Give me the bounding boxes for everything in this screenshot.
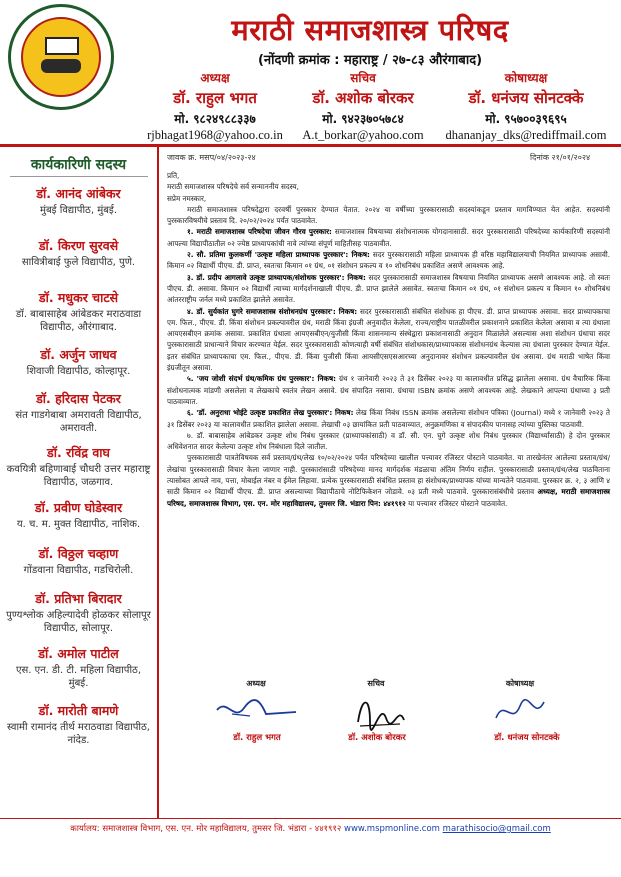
organization-title: मराठी समाजशास्त्र परिषद — [231, 13, 509, 47]
officer-phone: मो. ९८२४९८८३३७ — [174, 112, 256, 126]
salutation-line: मराठी समाजशास्त्र परिषदेचे सर्व सन्माननीय सदस्य, — [167, 182, 299, 192]
intro-paragraph: मराठी समाजशास्त्र परिषदेद्वारा दरवर्षी पुरस्कार देण्यात येतात. २०२४ या वर्षीच्या पुरस्कारासाठी सदस्यांकडून प्रस्ताव मागविण्यात येत आहेत. सदस्यांनी पुरस्कारविषयीचे प्रस्ताव दि. २०/०२/२०२४ पर्यंत पाठवावेत. — [167, 204, 610, 226]
salutation-line: प्रति, — [167, 171, 180, 180]
member-name: डॉ. मारोती बामणे — [38, 703, 119, 718]
officer-role: कोषाध्यक्ष — [504, 71, 548, 85]
officer-email[interactable]: dhananjay_dks@rediffmail.com — [445, 128, 607, 142]
member-item — [0, 702, 157, 747]
signature-name: डॉ. राहुल भगत — [233, 733, 281, 743]
book-icon — [45, 37, 79, 55]
closing-text: पुरस्कारासाठी पात्रतेविषयक सर्व प्रस्ताव/ग्रंथ/लेख १०/०२/२०२४ पर्यंत परिषदेच्या खालील पत्त्यावर रजिस्टर पोस्टाने पाठवावेत. या तारखेनंतर आलेल्या प्रस्ताव/ग्रंथ/लेखांचा पुरस्कारासाठी विचार केला जाणार नाही. पुरस्कारांसाठी परिषदेच्या मानद मार्गदर्शक मंडळाचा अंतिम निर्णय राहील. पुरस्कारासाठी प्रस्ताव/ग्रंथ/लेख पाठविताना त्यासोबत आपले नाव, पत्ता, मोबाईल नंबर व ईमेल लिहावा. प्रत्येक पुरस्कारासाठी संबंधित प्रस्ताव हा संशोधक/प्राध्यापक यांच्या मान्यतेने पाठवावा. पुरस्कार क्र. २, ३ आणि ४ साठी किमान ०२ विद्यार्थी पीएच. डी. प्राप्त असल्याच्या विद्यापीठाचे नोटिफिकेशन जोडावे. ०३ प्रती मध्ये पाठवावे. पुरस्कारासंबंधीचे प्रस्ताव — [167, 453, 610, 497]
officer-phone: मो. ९४२३७०५७८४ — [322, 112, 404, 126]
signature-name: डॉ. धनंजय सोनटक्के — [494, 733, 560, 743]
award-text: लेख किंवा निबंध ISSN क्रमांक असलेल्या संशोधन पत्रिका (Journal) मध्ये १ जानेवारी २०२३ ते ३१ डिसेंबर २०२३ या कालावधीत प्रकाशित झालेला असावा. लेखाची ०३ छायांकित प्रती पाठवाव्यात, अनुक्रमणिका व संपादकीय पानासह त्यांच्या पुस्तिका पाठवावी. — [167, 408, 610, 429]
officer-name: डॉ. धनंजय सोनटक्के — [468, 89, 584, 107]
officer-secretary — [278, 69, 448, 143]
officer-role: सचिव — [350, 71, 376, 85]
member-affiliation: मुंबई विद्यापीठ, मुंबई. — [39, 205, 118, 216]
award-text: सदर पुरस्कारासाठी समाजशास्त्र विषयाचा नियमित प्राध्यापक असणे आवश्यक आहे. तो स्वतः पीएच. डी. असावा. किमान ०२ विद्यार्थी त्याच्या मार्गदर्शनाखाली पीएच. डी. प्राप्त झालेले असावेत. स्वतःचा किमान ०१ ग्रंथ, ०१ संशोधन प्रकल्प व किमान १० शोधनिबंध आंतरराष्ट्रीय जर्नल मध्ये प्रकाशित झालेले असावेत. — [167, 272, 610, 305]
award-title: ६. 'डॉ. अनुराधा भोईटे उत्कृष्ट प्रकाशित लेख पुरस्कार': निकष: — [187, 408, 354, 418]
award-paragraph — [167, 272, 610, 306]
member-item — [0, 645, 157, 690]
member-item — [0, 590, 157, 635]
award-text: सदर पुरस्कारासाठी महिला प्राध्यापक ही वरिष्ठ महाविद्यालयाची नियमित प्राध्यापक असावी. किमान ०२ विद्यार्थी पीएच. डी. प्राप्त, स्वतःचा किमान ०१ ग्रंथ, ०१ संशोधन प्रकल्प व १० शोधनिबंध प्रकाशित असणे आवश्यक आहे. — [167, 250, 610, 271]
member-item — [0, 289, 157, 334]
member-affiliation: एस. एन. डी. टी. महिला विद्यापीठ, मुंबई. — [15, 665, 142, 689]
footer-email[interactable]: marathisocio@gmail.com — [442, 824, 551, 834]
award-paragraph — [167, 249, 610, 272]
award-title: २. सौ. प्रतिमा कुलकर्णी 'उत्कृष्ट महिला प्राध्यापक पुरस्कार': निकष: — [187, 250, 370, 260]
member-affiliation: शिवाजी विद्यापीठ, कोल्हापूर. — [26, 366, 131, 377]
signature-name: डॉ. अशोक बोरकर — [348, 733, 406, 743]
award-title: ४. डॉ. सुर्यकांत घुगरे समाजशास्त्र संशोधनग्रंथ पुरस्कार': निकष: — [187, 306, 358, 316]
officer-treasurer — [436, 69, 616, 143]
signature-secretary — [350, 692, 410, 732]
award-paragraph — [167, 306, 610, 374]
member-name: डॉ. अमोल पाटील — [38, 646, 119, 661]
footer-office: कार्यालय: समाजशास्त्र विभाग, एस. एन. मोर महाविद्यालय, तुमसर जि. भंडारा - ४४१९१२ — [70, 824, 342, 834]
sidebar-heading: कार्यकारिणी सदस्य — [30, 157, 127, 173]
officer-name: डॉ. राहुल भगत — [173, 89, 257, 107]
member-name: डॉ. प्रतिभा बिरादार — [35, 591, 122, 606]
officer-name: डॉ. अशोक बोरकर — [312, 89, 414, 107]
footer-website[interactable]: www.mspmonline.com — [344, 824, 440, 834]
salutation-line: सप्रेम नमस्कार, — [167, 193, 207, 203]
member-affiliation: डॉ. बाबासाहेब आंबेडकर मराठवाडा विद्यापीठ, औरंगाबाद. — [15, 309, 142, 333]
letter-body — [167, 170, 610, 509]
member-item — [0, 545, 157, 577]
reference-number: जावक क्र. मसप/०४/२०२३-२४ — [167, 153, 256, 162]
member-name: डॉ. अर्जुन जाधव — [40, 347, 117, 362]
member-name: डॉ. रविंद्र वाघ — [47, 445, 110, 460]
officer-phone: मो. ९५७००३९६९५ — [485, 112, 567, 126]
footer-divider — [0, 818, 621, 819]
member-affiliation: संत गाडगेबाबा अमरावती विद्यापीठ, अमरावती. — [15, 410, 142, 434]
member-affiliation: स्वामी रामानंद तीर्थ मराठवाडा विद्यापीठ, नांदेड. — [7, 722, 150, 746]
member-item — [0, 499, 157, 531]
award-paragraph — [167, 226, 610, 249]
member-item — [0, 390, 157, 435]
signature-role: कोषाध्यक्ष — [505, 679, 535, 688]
officer-email[interactable]: rjbhagat1968@yahoo.co.in — [147, 128, 283, 142]
logo-emblem — [21, 17, 101, 97]
member-name: डॉ. आनंद आंबेकर — [36, 186, 121, 201]
officer-president — [130, 69, 300, 143]
member-item — [0, 185, 157, 217]
member-affiliation: कवयित्री बहिणाबाई चौधरी उत्तर महाराष्ट्र विद्यापीठ, जळगाव. — [6, 464, 151, 488]
footer — [0, 823, 621, 834]
member-affiliation: य. च. म. मुक्त विद्यापीठ, नाशिक. — [16, 519, 141, 530]
member-name: डॉ. किरण सुरवसे — [38, 238, 119, 253]
letter-date: दिनांक २१/०१/२०२४ — [530, 153, 591, 162]
award-paragraph: ७. डॉ. बाबासाहेब आंबेडकर उत्कृष्ट शोध निबंध पुरस्कार (प्राध्यापकांसाठी) व डॉ. सी. एन. घुगे उत्कृष्ट शोध निबंध पुरस्कार (विद्यार्थ्यांसाठी) हे दोन पुरस्कार अधिवेशनात सादर केलेल्या उत्कृष्ट शोध निबंधाला दिले जातील. — [167, 430, 610, 452]
member-affiliation: सावित्रीबाई फुले विद्यापीठ, पुणे. — [21, 257, 136, 268]
award-text: सदर पुरस्कारासाठी संबंधित संशोधक हा पीएच. डी. प्राप्त प्राध्यापक असावा. सदर प्राध्यापकाचा एम. फिल., पीएच. डी. किंवा संशोधन प्रकल्पावरील ग्रंथ, मराठी किंवा इंग्रजी अनुवादीत केलेला, राज्य/राष्ट्रीय पातळीवरील प्रकाशनाने प्रकाशित केलेला असावा व त्या ग्रंथाला आयएसबीएन क्रमांक असावा. प्रकाशित ग्रंथाला आयएसबीएन/युजीसी किंवा शासनमान्य संस्थेद्वारा प्रकाशनासाठी अनुदान मिळालेले असल्यास अशा संशोधन ग्रंथाचा सदर पुरस्कारासाठी प्राधान्याने विचार करण्यात येईल. सदर पुरस्कारासाठी कोणत्याही वर्षी संबंधित संशोधकास/प्राध्यापकास संशोधनग्रंथ केल्यास त्या ग्रंथाला पुरस्कार देण्यात येईल. इतर संबंधित प्राध्यापकाचा एम. फिल., पीएच. डी. किंवा युजीसी किंवा आयसीएसएसआरच्या अनुदानावर संशोधन प्रकल्पावरील ग्रंथ असावा. ग्रंथ मराठी भाषेत किंवा इंग्रजीतून असावा. — [167, 306, 610, 373]
signature-treasurer — [490, 692, 550, 732]
member-affiliation: पुण्यश्लोक अहिल्यादेवी होळकर सोलापूर विद्यापीठ, सोलापूर. — [6, 610, 151, 634]
handshake-icon — [41, 59, 81, 73]
officer-email[interactable]: A.t_borkar@yahoo.com — [302, 128, 424, 142]
signature-role: अध्यक्ष — [246, 679, 266, 688]
award-paragraph — [167, 407, 610, 430]
member-item — [0, 346, 157, 378]
signature-president — [212, 692, 302, 728]
award-text: समाजशास्त्र विषयाच्या संशोधनात्मक योगदानासाठी. सदर पुरस्कारासाठी परिषदेच्या कार्यकारिणी सदस्यांनी आपल्या विद्यापीठातील ०२ ज्येष्ठ प्राध्यापकांची नावे त्यांच्या संपूर्ण माहितीसह पाठवावीत. — [167, 227, 610, 248]
member-item — [0, 237, 157, 269]
award-paragraph — [167, 373, 610, 407]
member-name: डॉ. हरिदास पेटकर — [36, 391, 121, 406]
society-logo — [8, 4, 114, 110]
award-title: ३. डॉ. प्रदीप आगलावे उत्कृष्ट प्राध्यापक/संशोधक पुरस्कार': निकष: — [187, 272, 366, 282]
member-item — [0, 444, 157, 489]
member-name: डॉ. प्रवीण घोडेस्वार — [34, 500, 123, 515]
award-title: ५. 'जय जोशी संदर्भ ग्रंथ/कमिक ग्रंथ पुरस्कार': निकष: — [187, 374, 336, 384]
award-text: ग्रंथ १ जानेवारी २०२३ ते ३१ डिसेंबर २०२३ या कालावधीत प्रसिद्ध झालेला असावा. ग्रंथ वैचारिक किंवा संशोधनात्मक मांडणी असलेला व लेखकाचे स्वतंत्र लेखन असावे. ग्रंथ संपादित नसावा. ग्रंथाचा ISBN क्रमांक असणे आवश्यक आहे. लेखकाने आपल्या ग्रंथाच्या ३ प्रती पाठवाव्यात. — [167, 374, 610, 406]
postal-address: अध्यक्ष, मराठी समाजशास्त्र परिषद, समाजशास्त्र विभाग, एस. एन. मोर महाविद्यालय, तुमसर जि. भंडारा पिन: ४४१९१२ — [167, 487, 610, 508]
signature-role: सचिव — [367, 679, 385, 688]
member-affiliation: गोंडवाना विद्यापीठ, गडचिरोली. — [23, 565, 134, 576]
registration-number: (नोंदणी क्रमांक : महाराष्ट्र / २७-८३ औरंगाबाद) — [257, 53, 483, 68]
officer-role: अध्यक्ष — [200, 71, 230, 85]
closing-paragraph — [167, 452, 610, 508]
closing-end: या पत्त्यावर रजिस्टर पोस्टाने पाठवावेत. — [408, 498, 508, 508]
award-title: १. मराठी समाजशास्त्र परिषदेचा जीवन गौरव पुरस्कार: — [187, 227, 332, 237]
member-name: डॉ. विठ्ठल चव्हाण — [38, 546, 119, 561]
sidebar-divider — [10, 176, 148, 177]
member-name: डॉ. मधुकर चाटसे — [38, 290, 119, 305]
